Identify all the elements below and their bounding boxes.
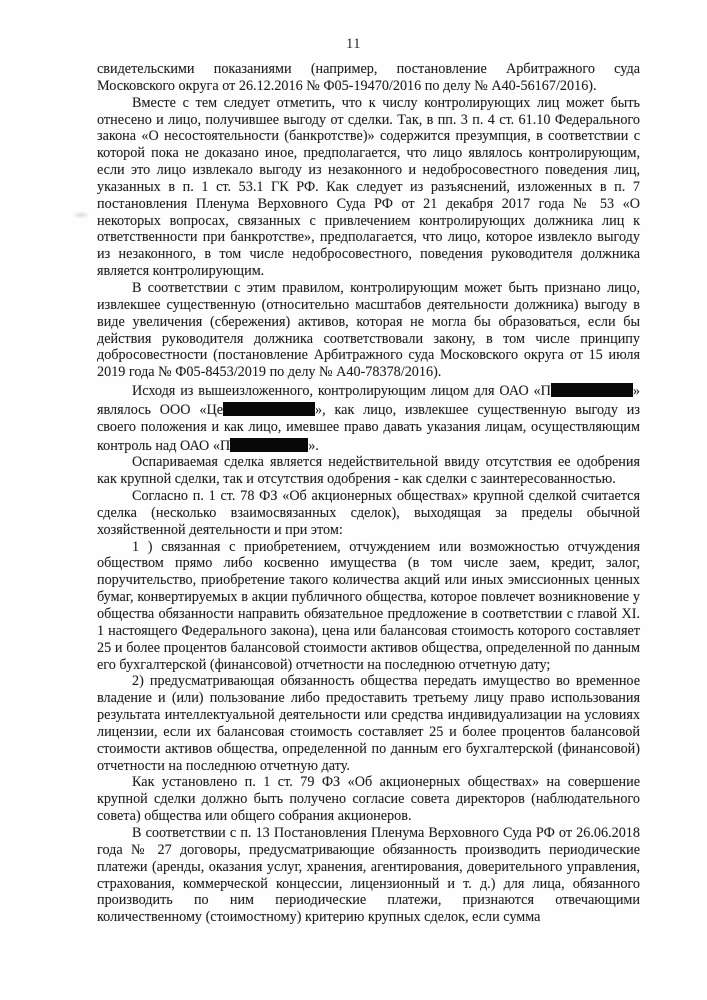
text-run: Исходя из вышеизложенного, контролирующим лицом для ОАО «П <box>132 383 551 400</box>
text-run: Оспариваемая сделка является недействительной ввиду отсутствия ее одобрения как крупной сделки, так и отсутствия одобрения - как сделки с заинтересованностью. <box>97 454 640 488</box>
redaction-bar <box>230 438 308 452</box>
text-run: В соответствии с этим правилом, контролирующим может быть признано лицо, извлекшее существенную (относительно масштабов деятельности должника) выгоду в виде увеличения (сбережения) активов, которая не могла бы образоваться, если бы действия руководителя должника соответствовали закону, в том числе принципу добросовестности (постановление Арбитражного суда Московского округа от 15 июля 2019 года № Ф05-8453/2019 по делу № А40-78378/2016). <box>97 279 640 381</box>
text-run: 1 ) связанная с приобретением, отчуждением или возможностью отчуждения обществом прямо либо косвенно имущества (в том числе заем, кредит, залог, поручительство, приобретение такого количества акций или иных эмиссионных ценных бумаг, конвертируемых в акции публичного общества, которое повлечет возникновение у общества обязанности направить обязательное предложение в соответствии с главой XI. 1 настоящего Федерального закона), цена или балансовая стоимость которого составляет 25 и более процентов балансовой стоимости активов общества, определенной по данным его бухгалтерской (финансовой) отчетности на последнюю отчетную дату; <box>97 538 640 673</box>
text-run: Вместе с тем следует отметить, что к числу контролирующих лиц может быть отнесено и лицо, получившее выгоду от сделки. Так, в пп. 3 п. 4 ст. 61.10 Федерального закона «О несостоятельности (банкротстве)» содержится презумпция, в соответствии с которой пока не доказано иное, предполагается, что лицо являлось контролирующим, если это лицо извлекало выгоду из незаконного и недобросовестного поведения лиц, указанных в п. 1 ст. 53.1 ГК РФ. Как следует из разъяснений, изложенных в п. 7 постановления Пленума Верховного Суда РФ от 21 декабря 2017 года № 53 «О некоторых вопросах, связанных с привлечением контролирующих должника лиц к ответственности при банкротстве», предполагается, что лицо, которое извлекло выгоду из незаконного, в том числе недобросовестного, поведения руководителя должника является контролирующим. <box>97 94 640 280</box>
text-run: Согласно п. 1 ст. 78 ФЗ «Об акционерных обществах» крупной сделкой считается сделка (несколько взаимосвязанных сделок), выходящая за пределы обычной хозяйственной деятельности и при этом: <box>97 488 640 538</box>
text-run: 2) предусматривающая обязанность общества передать имущество во временное владение и (или) пользование либо предоставить третьему лицу право использования результата интеллектуальной деятельности или средства индивидуализации на условиях лицензии, если их балансовая стоимость составляет 25 и более процентов балансовой стоимости активов общества, определенной по данным его бухгалтерской (финансовой) отчетности на последнюю отчетную дату. <box>97 673 640 774</box>
scan-artifact <box>72 211 90 219</box>
paragraph <box>97 825 640 926</box>
page-number: 11 <box>346 36 361 52</box>
paragraph <box>97 454 640 488</box>
paragraph <box>97 381 640 454</box>
text-run: » являлось ООО «Це <box>97 383 640 418</box>
text-run: », как лицо, извлекшее существенную выгоду из своего положения и как лицо, имевшее право давать указания лицам, осуществляющим контроль над ОАО «П <box>97 401 640 454</box>
document-body <box>97 61 640 926</box>
redaction-bar <box>551 383 633 397</box>
text-run: ». <box>308 437 319 454</box>
paragraph <box>97 280 640 381</box>
paragraph <box>97 774 640 825</box>
text-run: свидетельскими показаниями (например, постановление Арбитражного суда Московского округа от 26.12.2016 № Ф05-19470/2016 по делу № А40-56167/2016). <box>97 61 640 94</box>
paragraph <box>97 673 640 774</box>
redaction-bar <box>223 402 315 416</box>
paragraph <box>97 61 640 95</box>
paragraph <box>97 539 640 674</box>
text-run: Как установлено п. 1 ст. 79 ФЗ «Об акционерных обществах» на совершение крупной сделки должно быть получено согласие совета директоров (наблюдательного совета) общества или общего собрания акционеров. <box>97 774 640 825</box>
paragraph <box>97 95 640 280</box>
paragraph <box>97 488 640 539</box>
text-run: В соответствии с п. 13 Постановления Пленума Верховного Суда РФ от 26.06.2018 года № 27 договоры, предусматривающие обязанность производить периодические платежи (аренды, оказания услуг, хранения, агентирования, доверительного управления, страхования, коммерческой концессии, лицензионный и т. д.) для лица, обязанного производить по ним периодические платежи, признаются отвечающими количественному (стоимостному) критерию крупных сделок, если сумма <box>97 824 640 926</box>
